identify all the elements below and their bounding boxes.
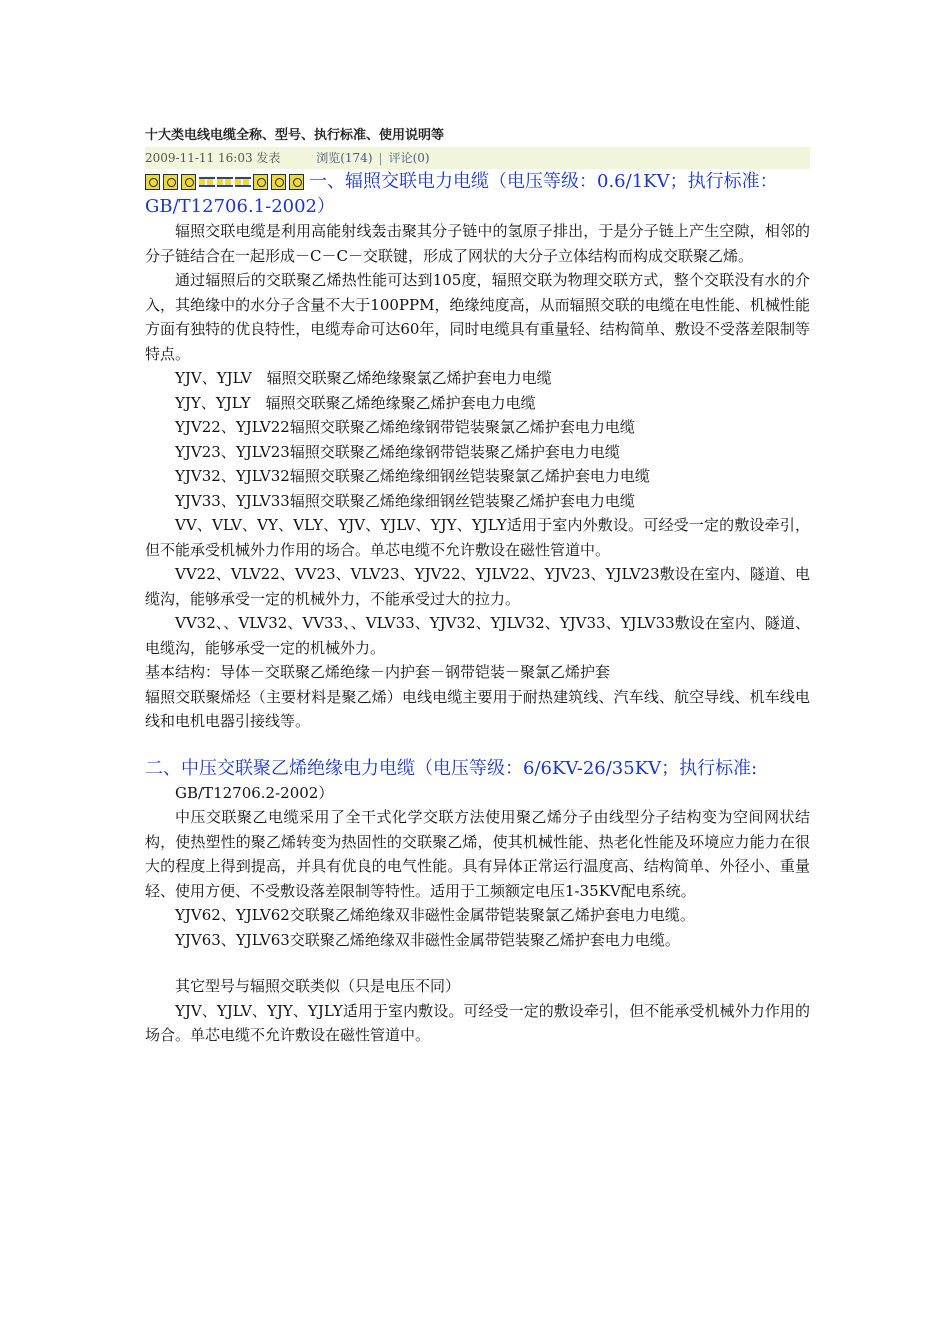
note-paragraph: 其它型号与辐照交联类似（只是电压不同） [175,977,461,995]
section-1-heading [145,169,810,219]
comments-link[interactable]: 评论(0) [388,151,430,165]
usage-paragraph: 辐照交联聚烯烃（主要材料是聚乙烯）电线电缆主要用于耐热建筑线、汽车线、航空导线、机车线电线和电机电器引接线等。 [145,687,810,730]
cable-type-line: YJV33、YJLV33辐照交联聚乙烯绝缘细钢丝铠装聚乙烯护套电力电缆 [175,491,635,510]
paragraph: YJV63、YJLV63交联聚乙烯绝缘双非磁性金属带铠装聚乙烯护套电力电缆。 [175,930,680,949]
emoticon-icon [271,174,286,190]
divider-icon [217,177,233,187]
decorative-icons [145,174,307,190]
paragraph: VV22、VLV22、VV23、VLV23、YJV22、YJLV22、YJV23、YJLV23敷设在室内、隧道、电缆沟，能够承受一定的机械外力，不能承受过大的拉力。 [145,565,810,608]
paragraph: 通过辐照后的交联聚乙烯热性能可达到105度，辐照交联为物理交联方式，整个交联没有水的介入，其绝缘中的水分子含量不大于100PPM，绝缘纯度高，从而辐照交联的电缆在电性能、机械性能方面有独特的优良特性，电缆寿命可达60年，同时电缆具有重量轻、结构简单、敷设不受落差限制等特点。 [145,271,810,363]
paragraph: 辐照交联电缆是利用高能射线轰击聚其分子链中的氢原子排出，于是分子链上产生空隙，相邻的分子链结合在一起形成－C－C－交联键，形成了网状的大分子立体结构而构成交联聚乙烯。 [145,222,810,265]
views-link[interactable]: 浏览(174) [316,151,373,165]
basic-structure: 基本结构：导体－交联聚乙烯绝缘－内护套－钢带铠装－聚氯乙烯护套 [145,663,611,681]
paragraph: VV32、、VLV32、VV33、、VLV33、YJV32、YJLV32、YJV33、YJLV33敷设在室内、隧道、电缆沟，能够承受一定的机械外力。 [145,614,810,657]
cable-type-line: YJV32、YJLV32辐照交联聚乙烯绝缘细钢丝铠装聚氯乙烯护套电力电缆 [175,467,650,485]
cable-type-line: YJY、YJLY 辐照交联聚乙烯绝缘聚乙烯护套电力电缆 [175,393,536,412]
divider-icon [199,177,215,187]
emoticon-icon [253,174,268,190]
emoticon-icon [145,174,160,190]
section-2-heading: 二、中压交联聚乙烯绝缘电力电缆（电压等级：6/6KV-26/35KV；执行标准: [145,757,758,779]
cable-type-line: YJV22、YJLV22辐照交联聚乙烯绝缘钢带铠装聚氯乙烯护套电力电缆 [175,418,635,436]
emoticon-icon [163,174,178,190]
paragraph: YJV62、YJLV62交联聚乙烯绝缘双非磁性金属带铠装聚氯乙烯护套电力电缆。 [175,906,695,924]
article-title: 十大类电线电缆全称、型号、执行标准、使用说明等 [145,128,445,143]
post-date: 2009-11-11 16:03 发表 [145,151,281,165]
cable-type-line: YJV23、YJLV23辐照交联聚乙烯绝缘钢带铠装聚乙烯护套电力电缆 [175,442,620,461]
article [145,125,810,1048]
divider-icon [235,177,251,187]
paragraph: 中压交联聚乙电缆采用了全干式化学交联方法使用聚乙烯分子由线型分子结构变为空间网状结构，使热塑性的聚乙烯转变为热固性的交联聚乙烯，使其机械性能、热老化性能及环境应力能力在很大的程度上得到提高，并具有优良的电气性能。具有异体正常运行温度高、结构简单、外径小、重量轻、使用方便、不受敷设落差限制等特性。适用于工频额定电压1-35KV配电系统。 [145,808,810,900]
paragraph: YJV、YJLV、YJY、YJLY适用于室内敷设。可经受一定的敷设牵引，但不能承受机械外力作用的场合。单芯电缆不允许敷设在磁性管道中。 [145,1001,810,1044]
section-1-heading-text: 一、辐照交联电力电缆（电压等级：0.6/1KV；执行标准：GB/T12706.1-2002） [145,171,778,217]
emoticon-icon [181,174,196,190]
paragraph: VV、VLV、VY、VLY、YJV、YJLV、YJY、YJLY适用于室内外敷设。可经受一定的敷设牵引，但不能承受机械外力作用的场合。单芯电缆不允许敷设在磁性管道中。 [145,516,810,559]
emoticon-icon [289,174,304,190]
section-2-standard: GB/T12706.2-2002） [175,783,334,802]
cable-type-line: YJV、YJLV 辐照交联聚乙烯绝缘聚氯乙烯护套电力电缆 [175,369,552,387]
meta-bar [145,147,810,169]
meta-separator: | [378,151,383,165]
